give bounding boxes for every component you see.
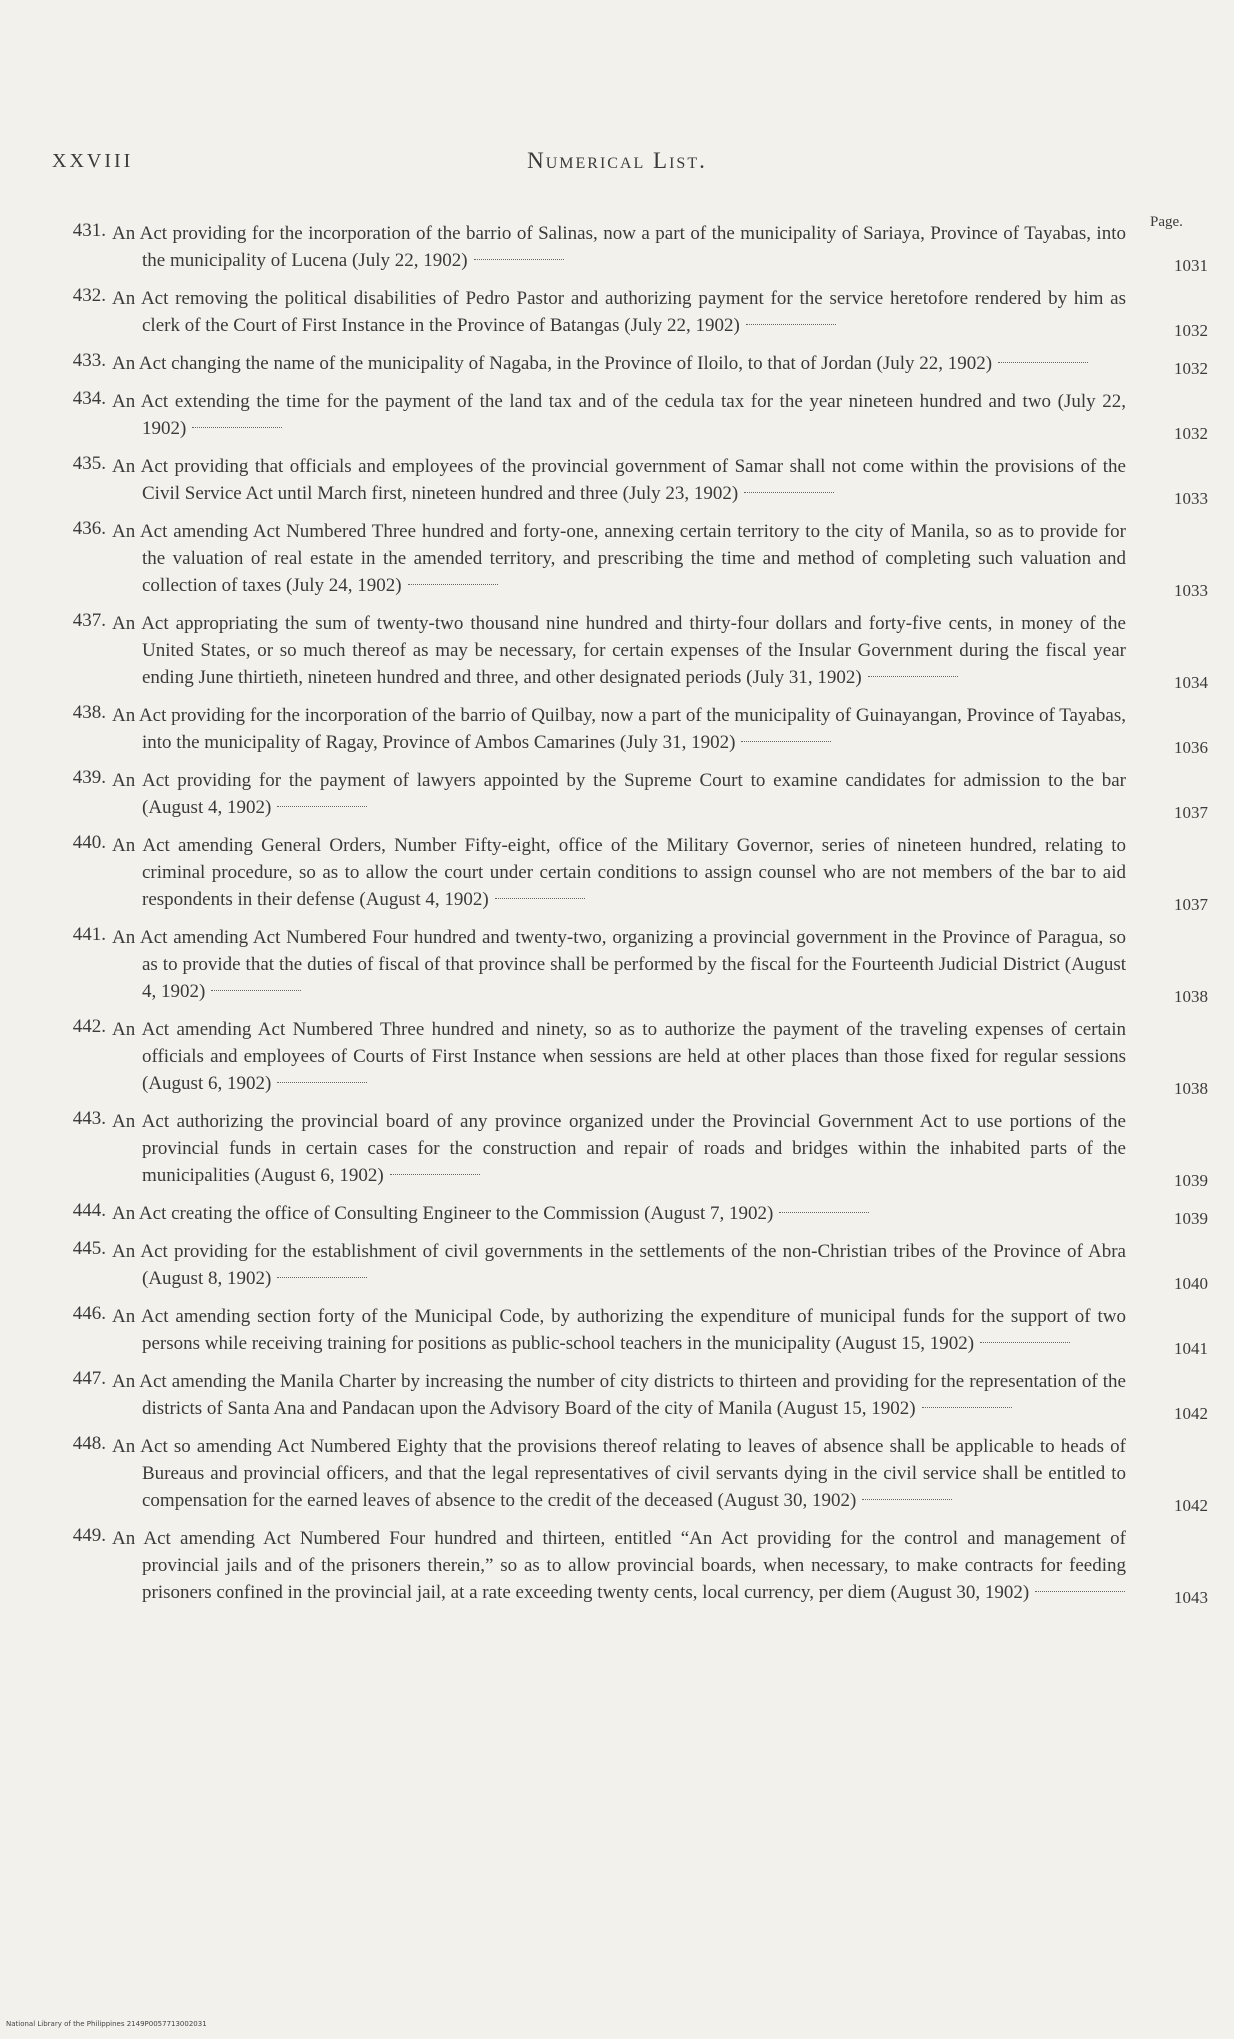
act-description	[112, 1200, 1126, 1227]
list-item	[48, 1238, 1208, 1292]
act-title: An Act providing for the incorporation of the barrio of Salinas, now a part of the municipality of Sariaya, Province of Tayabas, into the municipality of Lucena (July 22, 1902)	[112, 223, 1126, 271]
page-reference: 1036	[1174, 738, 1208, 757]
act-number: 438.	[72, 702, 106, 723]
page-reference: 1032	[1174, 359, 1208, 378]
act-description	[112, 832, 1126, 913]
act-description	[112, 1525, 1126, 1606]
act-number: 449.	[72, 1525, 106, 1546]
list-item	[48, 350, 1208, 377]
act-title: An Act amending section forty of the Municipal Code, by authorizing the expenditure of municipal funds for the support of two persons while receiving training for positions as public-school teachers in the municipality (August 15, 1902)	[112, 1306, 1126, 1354]
act-number: 445.	[72, 1238, 106, 1259]
act-number: 437.	[72, 610, 106, 631]
act-description	[112, 610, 1126, 691]
act-title: An Act amending the Manila Charter by increasing the number of city districts to thirteen and providing for the representation of the districts of Santa Ana and Pandacan upon the Advisory Board of the city of Manila (August 15, 1902)	[112, 1371, 1126, 1419]
act-number: 432.	[72, 285, 106, 306]
list-item	[48, 1368, 1208, 1422]
list-item	[48, 1200, 1208, 1227]
list-item	[48, 1016, 1208, 1097]
list-item	[48, 388, 1208, 442]
act-title: An Act creating the office of Consulting Engineer to the Commission (August 7, 1902)	[112, 1203, 774, 1224]
act-title: An Act providing for the payment of lawyers appointed by the Supreme Court to examine candidates for admission to the bar (August 4, 1902)	[112, 770, 1126, 818]
act-title: An Act changing the name of the municipality of Nagaba, in the Province of Iloilo, to that of Jordan (July 22, 1902)	[112, 353, 993, 374]
act-description	[112, 1238, 1126, 1292]
leader-dots	[474, 259, 564, 260]
act-number: 441.	[72, 924, 106, 945]
list-item	[48, 285, 1208, 339]
act-description	[112, 702, 1126, 756]
list-item	[48, 1433, 1208, 1514]
list-item	[48, 453, 1208, 507]
list-item	[48, 220, 1208, 274]
act-number: 436.	[72, 518, 106, 539]
leader-dots	[862, 1499, 952, 1500]
leader-dots	[277, 1082, 367, 1083]
act-title: An Act amending Act Numbered Four hundred and thirteen, entitled “An Act providing for the control and management of provincial jails and of the prisoners therein,” so as to allow provincial boards, when necessary, to make contracts for feeding prisoners confined in the provincial jail, at a rate exceeding twenty cents, local currency, per diem (August 30, 1902)	[112, 1528, 1126, 1603]
act-description	[112, 220, 1126, 274]
leader-dots	[495, 898, 585, 899]
leader-dots	[192, 427, 282, 428]
act-number: 440.	[72, 832, 106, 853]
act-title: An Act extending the time for the payment of the land tax and of the cedula tax for the year nineteen hundred and two (July 22, 1902)	[112, 391, 1126, 439]
page-reference: 1037	[1174, 803, 1208, 822]
list-item	[48, 924, 1208, 1005]
page-reference: 1039	[1174, 1209, 1208, 1228]
page-reference: 1033	[1174, 581, 1208, 600]
leader-dots	[922, 1407, 1012, 1408]
act-number: 444.	[72, 1200, 106, 1221]
act-number: 439.	[72, 767, 106, 788]
leader-dots	[211, 990, 301, 991]
act-description	[112, 1303, 1126, 1357]
act-description	[112, 924, 1126, 1005]
page-reference: 1040	[1174, 1274, 1208, 1293]
page-reference: 1043	[1174, 1588, 1208, 1607]
act-title: An Act providing that officials and employees of the provincial government of Samar shall not come within the provisions of the Civil Service Act until March first, nineteen hundred and three (July 23, 1902)	[112, 456, 1126, 504]
list-item	[48, 518, 1208, 599]
act-title: An Act amending Act Numbered Three hundred and ninety, so as to authorize the payment of the traveling expenses of certain officials and employees of Courts of First Instance when sessions are held at other places than those fixed for regular sessions (August 6, 1902)	[112, 1019, 1126, 1094]
act-number: 435.	[72, 453, 106, 474]
page-reference: 1042	[1174, 1496, 1208, 1515]
page-reference: 1041	[1174, 1339, 1208, 1358]
act-title: An Act so amending Act Numbered Eighty that the provisions thereof relating to leaves of absence shall be applicable to heads of Bureaus and provincial officers, and that the legal representatives of civil servants dying in the civil service shall be entitled to compensation for the earned leaves of absence to the credit of the deceased (August 30, 1902)	[112, 1436, 1126, 1511]
leader-dots	[408, 584, 498, 585]
act-title: An Act amending General Orders, Number Fifty-eight, office of the Military Governor, series of nineteen hundred, relating to criminal procedure, so as to allow the court under certain conditions to assign counsel who are not members of the bar to aid respondents in their defense (August 4, 1902)	[112, 835, 1126, 910]
leader-dots	[868, 676, 958, 677]
act-description	[112, 1368, 1126, 1422]
act-number: 446.	[72, 1303, 106, 1324]
act-description	[112, 1433, 1126, 1514]
page-column-label: Page.	[1150, 214, 1183, 230]
act-description	[112, 767, 1126, 821]
page-reference: 1032	[1174, 321, 1208, 340]
leader-dots	[746, 324, 836, 325]
page-title: Numerical List.	[527, 148, 707, 173]
act-description	[112, 285, 1126, 339]
list-item	[48, 702, 1208, 756]
list-item	[48, 767, 1208, 821]
leader-dots	[277, 806, 367, 807]
leader-dots	[744, 492, 834, 493]
act-title: An Act amending Act Numbered Four hundred and twenty-two, organizing a provincial government in the Province of Paragua, so as to provide that the duties of fiscal of that province shall be performed by the fiscal for the Fourteenth Judicial District (August 4, 1902)	[112, 927, 1126, 1002]
act-number: 442.	[72, 1016, 106, 1037]
list-item	[48, 832, 1208, 913]
footer-note: National Library of the Philippines 2149P0057713002031	[6, 2020, 207, 2028]
act-title: An Act providing for the establishment of civil governments in the settlements of the non-Christian tribes of the Province of Abra (August 8, 1902)	[112, 1241, 1126, 1289]
act-description	[112, 1016, 1126, 1097]
act-number: 447.	[72, 1368, 106, 1389]
page-reference: 1037	[1174, 895, 1208, 914]
page-number: XXVIII	[52, 150, 134, 172]
act-description	[112, 453, 1126, 507]
page-reference: 1042	[1174, 1404, 1208, 1423]
leader-dots	[779, 1212, 869, 1213]
act-title: An Act appropriating the sum of twenty-two thousand nine hundred and thirty-four dollars and forty-five cents, in money of the United States, or so much thereof as may be necessary, for certain expenses of the Insular Government during the fiscal year ending June thirtieth, nineteen hundred and three, and other designated periods (July 31, 1902)	[112, 613, 1126, 688]
page-reference: 1039	[1174, 1171, 1208, 1190]
act-title: An Act amending Act Numbered Three hundred and forty-one, annexing certain territory to the city of Manila, so as to provide for the valuation of real estate in the amended territory, and prescribing the time and method of completing such valuation and collection of taxes (July 24, 1902)	[112, 521, 1126, 596]
list-item	[48, 1108, 1208, 1189]
act-description	[112, 1108, 1126, 1189]
leader-dots	[1035, 1591, 1125, 1592]
act-number: 443.	[72, 1108, 106, 1129]
act-description	[112, 518, 1126, 599]
act-title: An Act authorizing the provincial board of any province organized under the Provincial Government Act to use portions of the provincial funds in certain cases for the construction and repair of roads and bridges within the inhabited parts of the municipalities (August 6, 1902)	[112, 1111, 1126, 1186]
page-reference: 1038	[1174, 1079, 1208, 1098]
leader-dots	[980, 1342, 1070, 1343]
act-description	[112, 388, 1126, 442]
entry-list	[48, 220, 1208, 1617]
page-reference: 1032	[1174, 424, 1208, 443]
act-description	[112, 350, 1126, 377]
act-title: An Act removing the political disabilities of Pedro Pastor and authorizing payment for the service heretofore rendered by him as clerk of the Court of First Instance in the Province of Batangas (July 22, 1902)	[112, 288, 1126, 336]
leader-dots	[390, 1174, 480, 1175]
page-reference: 1038	[1174, 987, 1208, 1006]
page-reference: 1033	[1174, 489, 1208, 508]
list-item	[48, 1525, 1208, 1606]
leader-dots	[998, 362, 1088, 363]
page-reference: 1034	[1174, 673, 1208, 692]
leader-dots	[741, 741, 831, 742]
act-number: 448.	[72, 1433, 106, 1454]
list-item	[48, 610, 1208, 691]
page-reference: 1031	[1174, 256, 1208, 275]
list-item	[48, 1303, 1208, 1357]
act-number: 433.	[72, 350, 106, 371]
act-title: An Act providing for the incorporation of the barrio of Quilbay, now a part of the municipality of Guinayangan, Province of Tayabas, into the municipality of Ragay, Province of Ambos Camarines (July 31, 1902)	[112, 705, 1126, 753]
act-number: 434.	[72, 388, 106, 409]
act-number: 431.	[72, 220, 106, 241]
leader-dots	[277, 1277, 367, 1278]
